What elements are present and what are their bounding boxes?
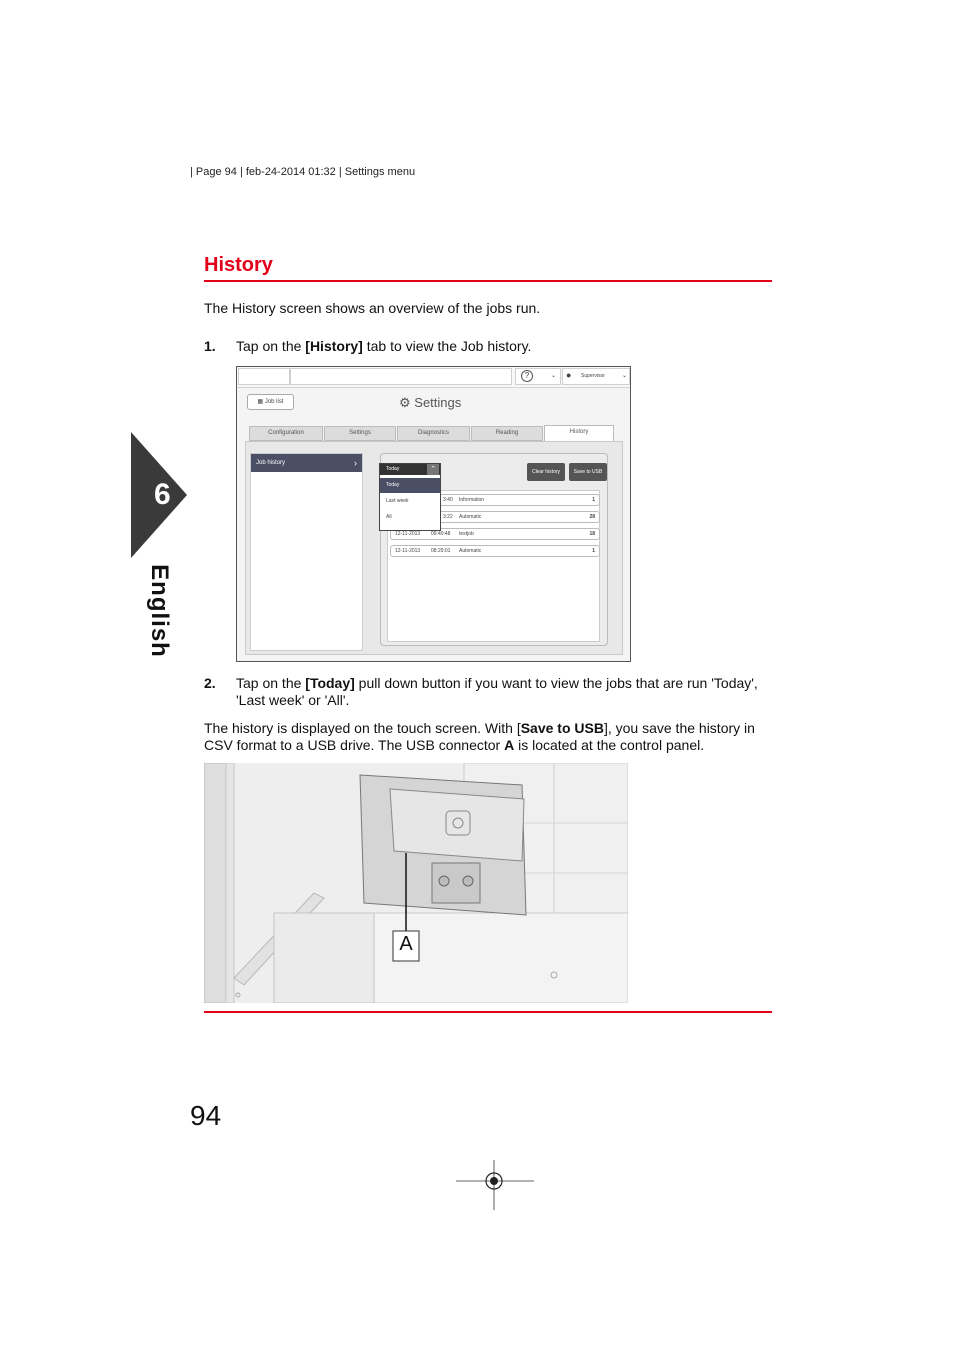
grid-icon: ▦: [257, 399, 264, 405]
tab-reading[interactable]: Reading: [471, 426, 543, 441]
history-menu: [250, 453, 363, 651]
tab-diagnostics[interactable]: Diagnostics: [397, 426, 470, 441]
step-text: Tap on the: [236, 338, 306, 354]
table-row[interactable]: 3:22 Automatic 28: [390, 511, 600, 523]
step-text: pull down button if you want to view the jobs that are run 'Today', 'Last week' or 'All'.: [236, 675, 758, 708]
step-number: 1.: [204, 338, 216, 354]
history-screenshot: [236, 366, 631, 662]
chapter-number: 6: [154, 478, 171, 511]
step-text: Tap on the: [236, 675, 306, 691]
tab-settings[interactable]: Settings: [324, 426, 396, 441]
page-number: 94: [190, 1100, 222, 1131]
step-bold: [Today]: [305, 675, 355, 691]
period-dropdown[interactable]: [379, 463, 441, 531]
chevron-down-icon: ⌄: [622, 373, 628, 379]
bottom-rule: [204, 1011, 772, 1013]
table-row[interactable]: 12-11-2013 09:40:48 testjob 18: [390, 528, 600, 540]
section-title: History: [204, 254, 273, 276]
step-number: 2.: [204, 675, 216, 691]
help-icon[interactable]: ?: [521, 370, 533, 382]
tab-configuration[interactable]: Configuration: [249, 426, 323, 441]
settings-title: ⚙ Settings: [399, 395, 462, 410]
step-bold: [History]: [305, 338, 363, 354]
gear-icon: ⚙: [399, 395, 411, 410]
registration-mark: [456, 1160, 534, 1210]
language-label: English: [145, 564, 173, 658]
user-icon: ●: [566, 370, 572, 380]
dropdown-option-today[interactable]: Today: [380, 478, 440, 493]
top-bar: [237, 367, 630, 388]
chevron-up-icon: ⌃: [427, 464, 439, 475]
dropdown-option-all[interactable]: All: [386, 514, 392, 520]
page-header: | Page 94 | feb-24-2014 01:32 | Settings menu: [190, 166, 416, 178]
clear-history-button[interactable]: Clear history: [527, 463, 565, 481]
intro-text: The History screen shows an overview of the jobs run.: [204, 300, 541, 316]
title-rule: [204, 280, 772, 282]
table-row[interactable]: 12-11-2013 08:29:01 Automatic 1: [390, 545, 600, 557]
dropdown-selected[interactable]: Today: [380, 464, 440, 475]
machine-illustration: [204, 763, 628, 1003]
tab-history[interactable]: History: [544, 425, 614, 442]
chevron-right-icon: ›: [354, 458, 357, 468]
step-text: tab to view the Job history.: [362, 338, 532, 354]
save-to-usb-button[interactable]: Save to USB: [569, 463, 607, 481]
dropdown-option-last-week[interactable]: Last week: [386, 498, 409, 504]
chevron-down-icon: ⌄: [551, 373, 557, 379]
job-list-button[interactable]: ▦ Job list: [247, 394, 294, 410]
user-name[interactable]: Supervisor: [581, 373, 605, 379]
usb-paragraph: The history is displayed on the touch screen. With [Save to USB], you save the history in CSV format to a USB drive. The USB connector A is located at the control panel.: [204, 720, 755, 753]
menu-item-job-history[interactable]: Job history ›: [251, 454, 362, 472]
connector-label: A: [399, 933, 413, 955]
table-row[interactable]: 3:40 Information 1: [390, 494, 600, 506]
